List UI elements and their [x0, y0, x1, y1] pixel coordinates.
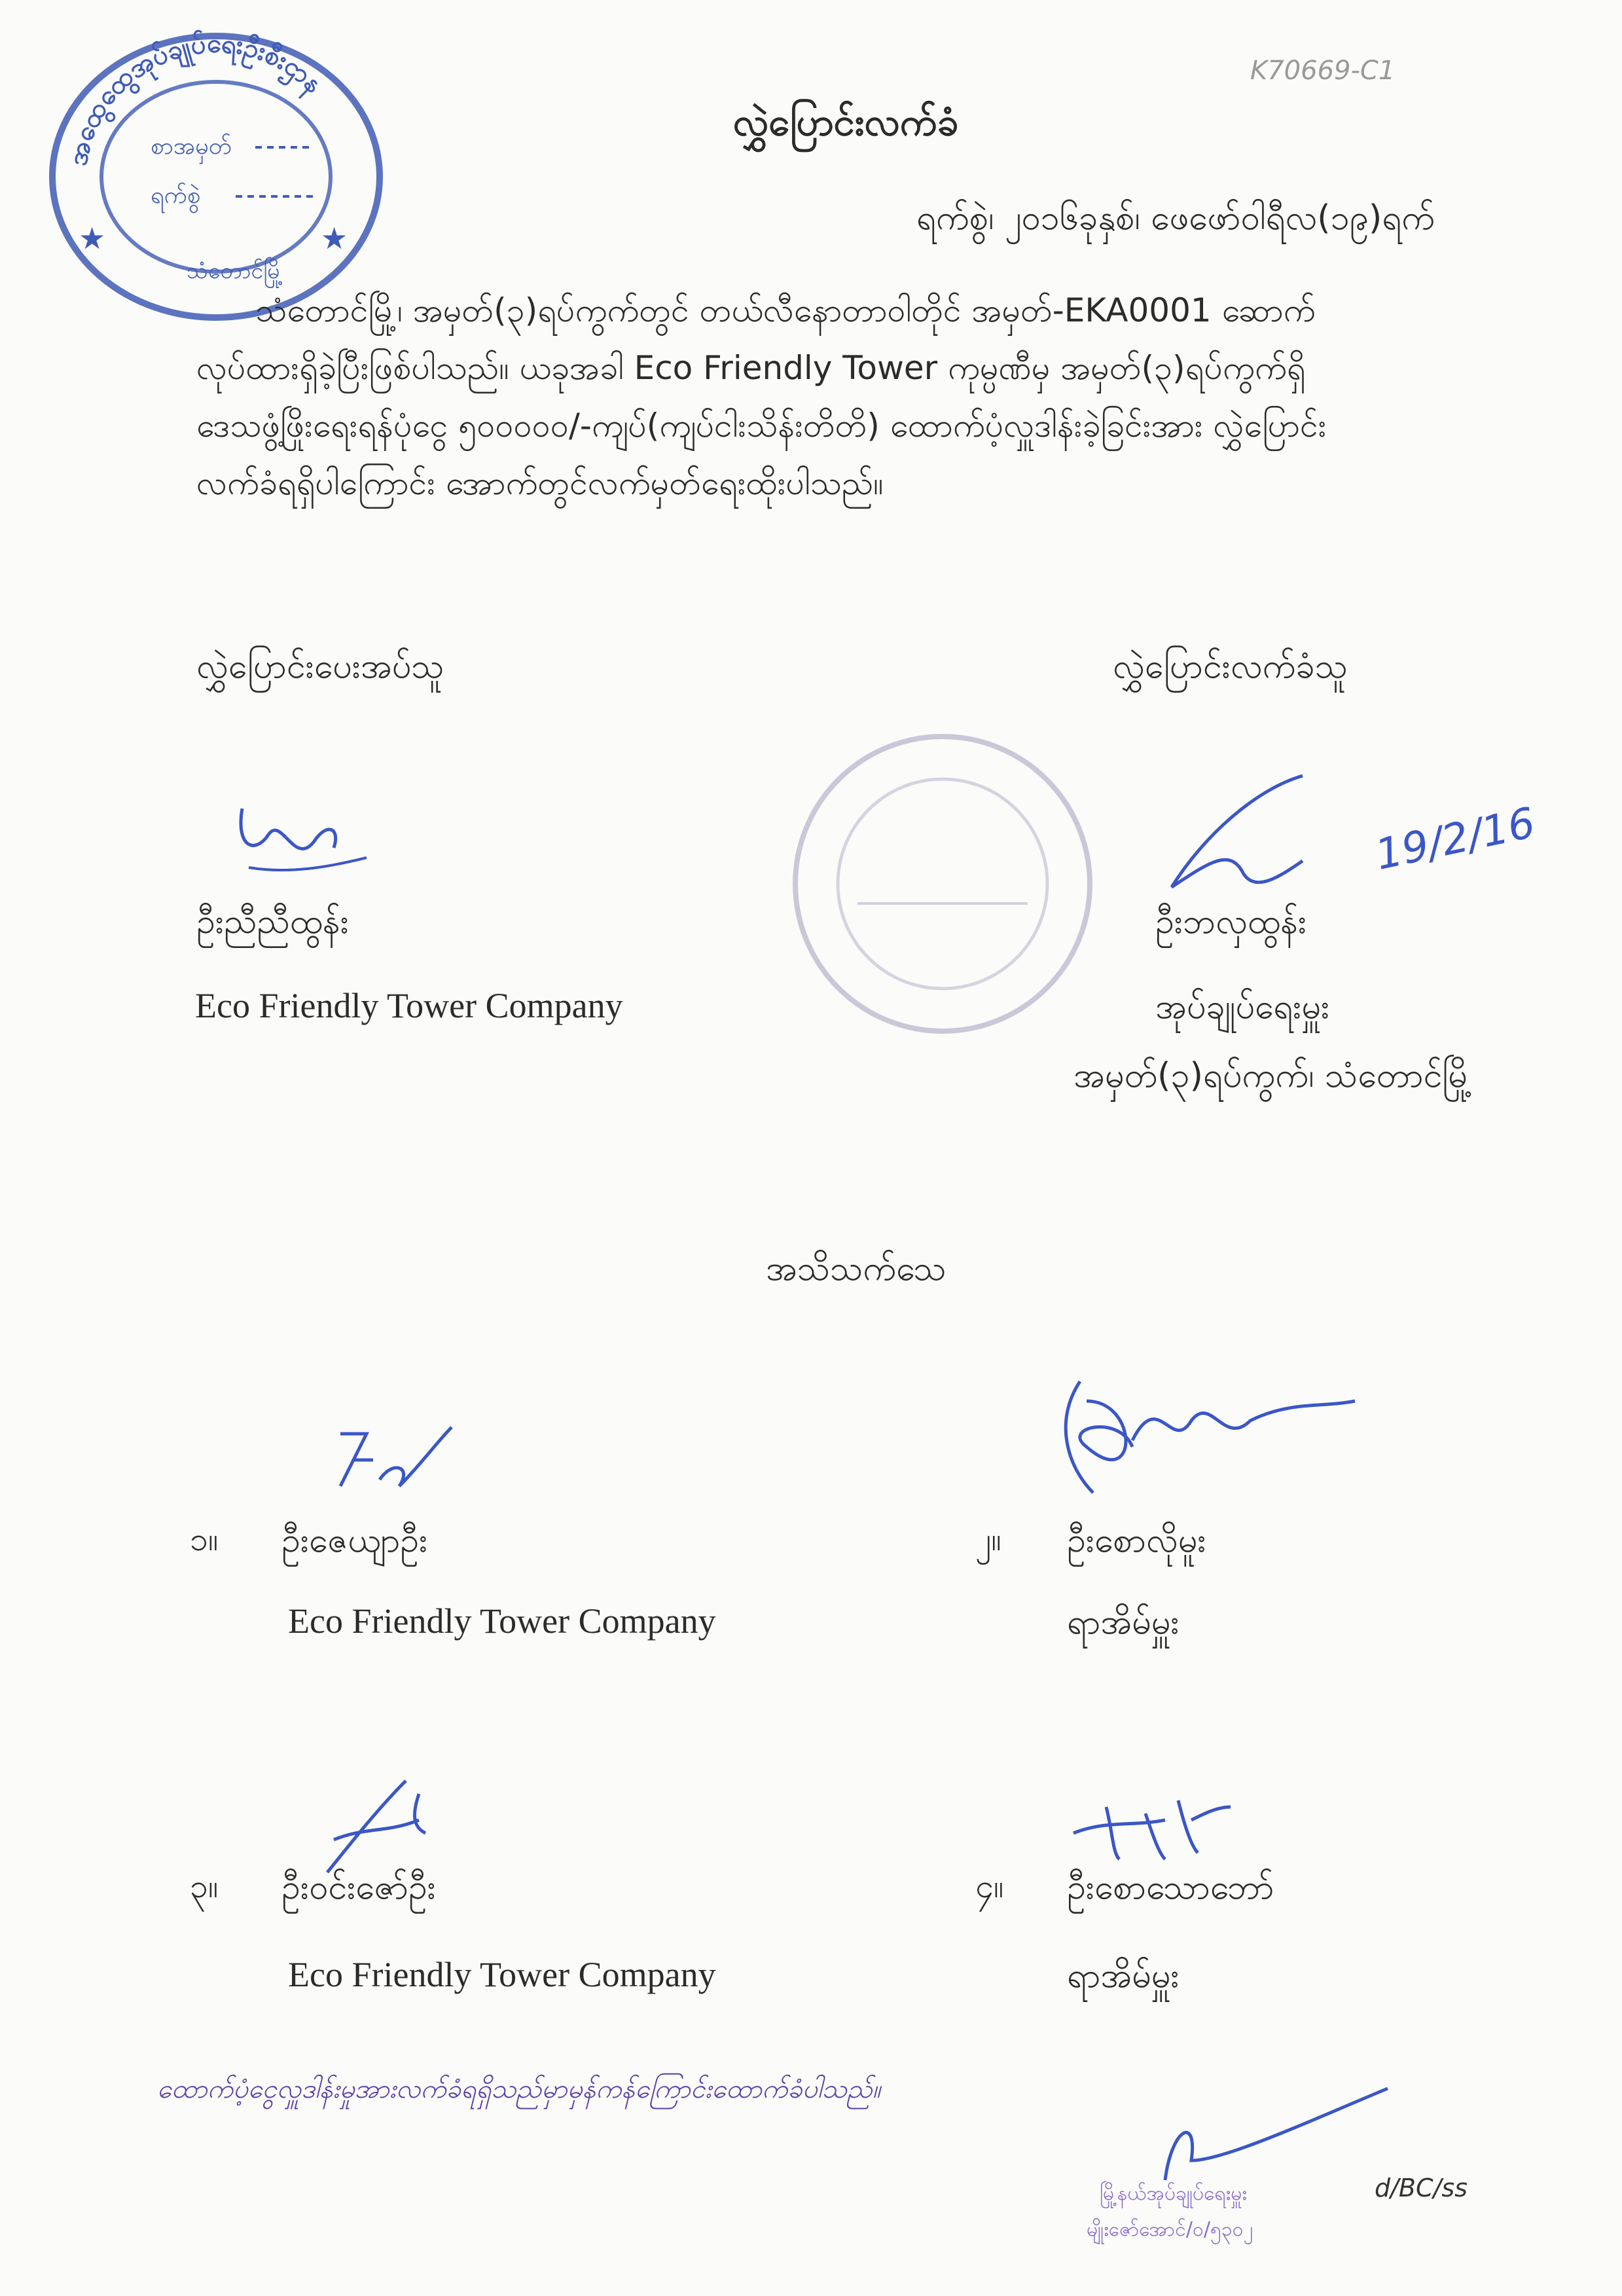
witness-1-number: ၁။ [190, 1520, 219, 1558]
footer-stamp-line-2: မျိုးဇော်အောင်/၀/၅၃၀၂ [1087, 2218, 1253, 2241]
receiver-ward: အမှတ်(၃)ရပ်ကွက်၊ သံတောင်မြို့ [1073, 1056, 1473, 1095]
body-line: သံတောင်မြို့၊ အမှတ်(၃)ရပ်ကွက်တွင် တယ်လီနောတာဝါတိုင် အမှတ်-EKA0001 ဆောက် [255, 291, 1316, 329]
footer-signature [1126, 2062, 1401, 2193]
receiver-name: ဦးဘလှထွန်း [1155, 902, 1307, 941]
body-line: လက်ခံရရှိပါကြောင်း အောက်တွင်လက်မှတ်ရေးထိုးပါသည်။ [196, 464, 884, 502]
witness-2-org: ရာအိမ်မှူး [1067, 1603, 1180, 1642]
witness-3-org: Eco Friendly Tower Company [288, 1955, 716, 1994]
receiver-signature-date: 19/2/16 [1371, 799, 1540, 880]
witness-1-org: Eco Friendly Tower Company [288, 1601, 716, 1641]
witness-4-org: ရာအိမ်မှူး [1067, 1956, 1180, 1995]
official-seal-stamp [39, 13, 406, 321]
document-title: လွှဲပြောင်းလက်ခံ [733, 100, 959, 144]
receiver-title: အုပ်ချုပ်ရေးမှူး [1155, 987, 1330, 1027]
svg-text:သံတောင်မြို့: သံတောင်မြို့ [187, 258, 283, 284]
receiver-heading: လွှဲပြောင်းလက်ခံသူ [1113, 647, 1348, 686]
witness-2-name: ဦးစောလိုမူး [1067, 1521, 1206, 1560]
giver-name: ဦးညီညီထွန်း [196, 902, 349, 941]
giver-company: Eco Friendly Tower Company [195, 986, 623, 1025]
body-line: လုပ်ထားရှိခဲ့ပြီးဖြစ်ပါသည်။ ယခုအခါ Eco Friendly Tower ကုမ္ပဏီမှ အမှတ်(၃)ရပ်ကွက်ရှိ [196, 349, 1306, 387]
witness-heading: အသိသက်သေ [766, 1249, 946, 1288]
date-line: ရက်စွဲ၊ ၂၀၁၆ခုနှစ်၊ ဖေဖော်ဝါရီလ(၁၉)ရက် [916, 198, 1435, 238]
witness-3-name: ဦးဝင်းဇော်ဦး [281, 1868, 436, 1907]
witness-4-signature [1067, 1794, 1237, 1866]
svg-text:စာအမှတ်: စာအမှတ် [151, 133, 232, 160]
footer-code: d/BC/ss [1375, 2174, 1468, 2202]
faint-middle-seal [779, 720, 1106, 1048]
witness-1-signature [327, 1421, 458, 1506]
giver-heading: လွှဲပြောင်းပေးအပ်သူ [196, 647, 444, 686]
svg-text:အထွေထွေအုပ်ချုပ်ရေးဦးစီးဌာန: အထွေထွေအုပ်ချုပ်ရေးဦးစီးဌာန [62, 27, 329, 168]
witness-4-name: ဦးစောသောဘော် [1067, 1868, 1274, 1907]
witness-1-name: ဦးဇေယျာဦး [281, 1521, 428, 1560]
witness-3-number: ၃။ [190, 1867, 219, 1905]
svg-text:★: ★ [79, 221, 106, 256]
witness-2-number: ၂။ [975, 1520, 1001, 1558]
handwritten-endorsement-note: ထောက်ပံ့ငွေလှူဒါန်းမှုအားလက်ခံရရှိသည်မှာမှန်ကန်ကြောင်းထောက်ခံပါသည်။ [157, 2074, 880, 2104]
witness-4-number: ၄။ [975, 1867, 1004, 1905]
body-paragraph [196, 282, 1525, 512]
witness-2-signature [1041, 1362, 1368, 1512]
svg-text:ရက်စွဲ: ရက်စွဲ [151, 182, 201, 209]
body-line: ဒေသဖွံ့ဖြိုးရေးရန်ပုံငွေ ၅၀၀၀၀၀/-ကျပ်(ကျပ်ငါးသိန်းတိတိ) ထောက်ပံ့လှူဒါန်းခဲ့ခြင်းအား လွှဲပြောင်း [196, 407, 1327, 445]
svg-text:★: ★ [321, 221, 348, 256]
handwritten-reference: K70669-C1 [1250, 56, 1396, 86]
footer-stamp-line-1: မြို့နယ်အုပ်ချုပ်ရေးမှူး [1100, 2182, 1248, 2205]
giver-signature [229, 789, 373, 881]
receiver-signature [1152, 763, 1348, 913]
